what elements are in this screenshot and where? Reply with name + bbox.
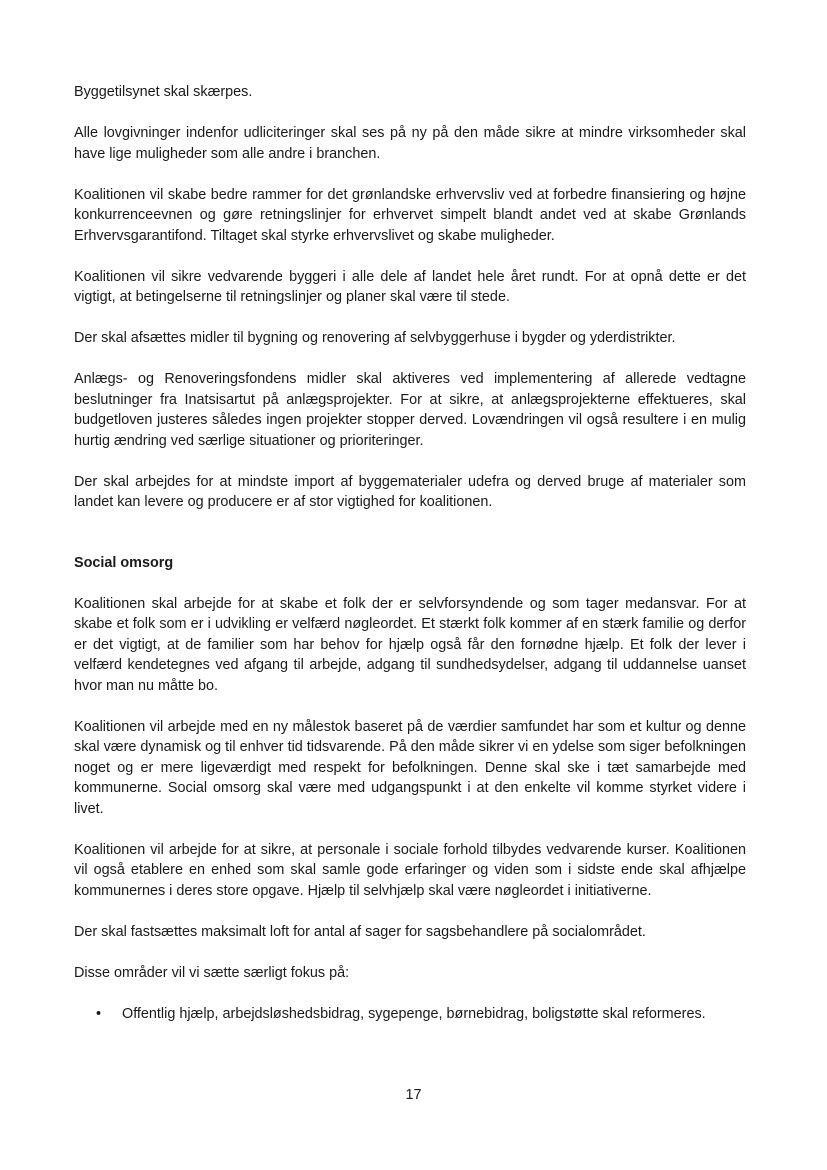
- paragraph: Der skal arbejdes for at mindste import af byggematerialer udefra og derved bruge af materialer som landet kan levere og producere er af stor vigtighed for koalitionen.: [74, 473, 746, 510]
- list-item-text: Offentlig hjælp, arbejdsløshedsbidrag, sygepenge, børnebidrag, boligstøtte skal reformeres.: [122, 1005, 706, 1022]
- paragraph: Der skal fastsættes maksimalt loft for antal af sager for sagsbehandlere på socialområdet.: [74, 923, 646, 940]
- paragraph: Der skal afsættes midler til bygning og renovering af selvbyggerhuse i bygder og yderdistrikter.: [74, 330, 676, 346]
- paragraph: Anlægs- og Renoveringsfondens midler skal aktiveres ved implementering af allerede vedtagne beslutninger fra Inatsisartut på anlægsprojekter. For at sikre, at anlægsprojekterne effektueres, skal budgetloven justeres således ingen projekter stopper derved. Lovændringen vil også resultere i en mulig hurtig ændring ved særlige situationer og prioriteringer.: [74, 371, 746, 449]
- bullet-icon: •: [96, 1005, 102, 1022]
- paragraph: Koalitionen vil arbejde for at sikre, at personale i sociale forhold tilbydes vedvarende kurser. Koalitionen vil også etablere en enhed som skal samle gode erfaringer og viden som i sidste ende skal afhjælpe kommunernes i deres store opgave. Hjælp til selvhjælp skal være nøgleordet i initiativerne.: [74, 841, 746, 899]
- bullet-list: [74, 1004, 746, 1025]
- paragraph: Koalitionen vil skabe bedre rammer for det grønlandske erhvervsliv ved at forbedre finansiering og højne konkurrenceevnen og gøre retningslinjer for erhvervet simpelt blandt andet ved at skabe Grønlands Erhvervsgarantifond. Tiltaget skal styrke erhvervslivet og skabe muligheder.: [74, 186, 746, 244]
- section-heading: Social omsorg: [74, 554, 174, 571]
- paragraph: Koalitionen vil arbejde med en ny målestok baseret på de værdier samfundet har som et kultur og denne skal være dynamisk og til enhver tid tidsvarende. På den måde sikrer vi en ydelse som siger befolkningen noget og er mere ligeværdigt med respekt for befolkningen. Denne skal ske i tæt samarbejde med kommunerne. Social omsorg skal være med udgangspunkt i at den enkelte vil komme styrket videre i livet.: [74, 718, 746, 817]
- list-item: [74, 1004, 746, 1025]
- paragraph: Koalitionen skal arbejde for at skabe et folk der er selvforsyndende og som tager medansvar. For at skabe et folk som er i udvikling er velfærd nøgleordet. Et stærkt folk kommer af en stærk familie og derfor er det vigtigt, at de familier som har behov for hjælp også får den fornødne hjælp. Et folk der lever i velfærd kendetegnes ved afgang til arbejde, adgang til sundhedsydelser, adgang til uddannelse uanset hvor man nu måtte bo.: [74, 595, 746, 694]
- paragraph: Koalitionen vil sikre vedvarende byggeri i alle dele af landet hele året rundt. For at opnå dette er det vigtigt, at betingelserne til retningslinjer og planer skal være til stede.: [74, 268, 746, 305]
- paragraph: Byggetilsynet skal skærpes.: [74, 84, 253, 100]
- paragraph: Alle lovgivninger indenfor udliciteringer skal ses på ny på den måde sikre at mindre virksomheder skal have lige muligheder som alle andre i branchen.: [74, 125, 746, 162]
- paragraph: Disse områder vil vi sætte særligt fokus på:: [74, 964, 350, 981]
- document-page: [74, 82, 746, 1024]
- page-number: 17: [405, 1087, 422, 1103]
